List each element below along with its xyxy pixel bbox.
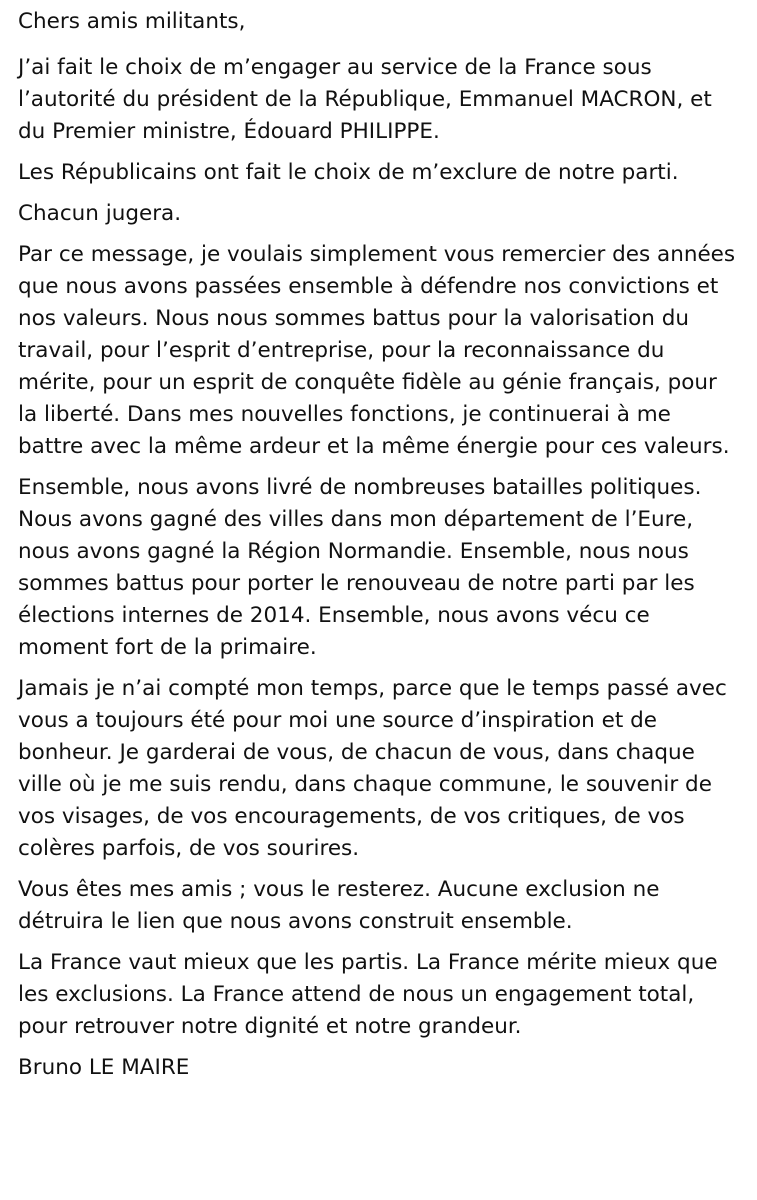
paragraph-exclusion: Les Républicains ont fait le choix de m’exclure de notre parti. — [18, 160, 679, 185]
paragraph-amis: Vous êtes mes amis ; vous le resterez. Aucune exclusion ne détruira le lien que nous avons construit ensemble. — [18, 877, 660, 934]
paragraph-batailles: Ensemble, nous avons livré de nombreuses batailles politiques. Nous avons gagné des villes dans mon département de l’Eure, nous avons gagné la Région Normandie. Ensemble, nous nous sommes battus pour porter le renouveau de notre parti par les élections internes de 2014. Ensemble, nous avons vécu ce moment fort de la primaire. — [18, 475, 702, 660]
paragraph-chacun-jugera: Chacun jugera. — [18, 201, 182, 226]
paragraph-la-france: La France vaut mieux que les partis. La France mérite mieux que les exclusions. La France attend de nous un engagement total, pour retrouver notre dignité et notre grandeur. — [18, 950, 718, 1039]
signature: Bruno LE MAIRE — [18, 1055, 190, 1080]
paragraph-remerciements: Par ce message, je voulais simplement vous remercier des années que nous avons passées ensemble à défendre nos convictions et nos valeurs. Nous nous sommes battus pour la valorisation du travail, pour l’esprit d’entreprise, pour la reconnaissance du mérite, pour un esprit de conquête fidèle au génie français, pour la liberté. Dans mes nouvelles fonctions, je continuerai à me battre avec la même ardeur et la même énergie pour ces valeurs. — [18, 242, 736, 459]
greeting: Chers amis militants, — [18, 9, 246, 34]
paragraph-temps: Jamais je n’ai compté mon temps, parce que le temps passé avec vous a toujours été pour moi une source d’inspiration et de bonheur. Je garderai de vous, de chacun de vous, dans chaque ville où je me suis rendu, dans chaque commune, le souvenir de vos visages, de vos encouragements, de vos critiques, de vos colères parfois, de vos sourires. — [18, 676, 727, 861]
paragraph-engagement: J’ai fait le choix de m’engager au service de la France sous l’autorité du président de la République, Emmanuel MACRON, et du Premier ministre, Édouard PHILIPPE. — [18, 55, 712, 144]
